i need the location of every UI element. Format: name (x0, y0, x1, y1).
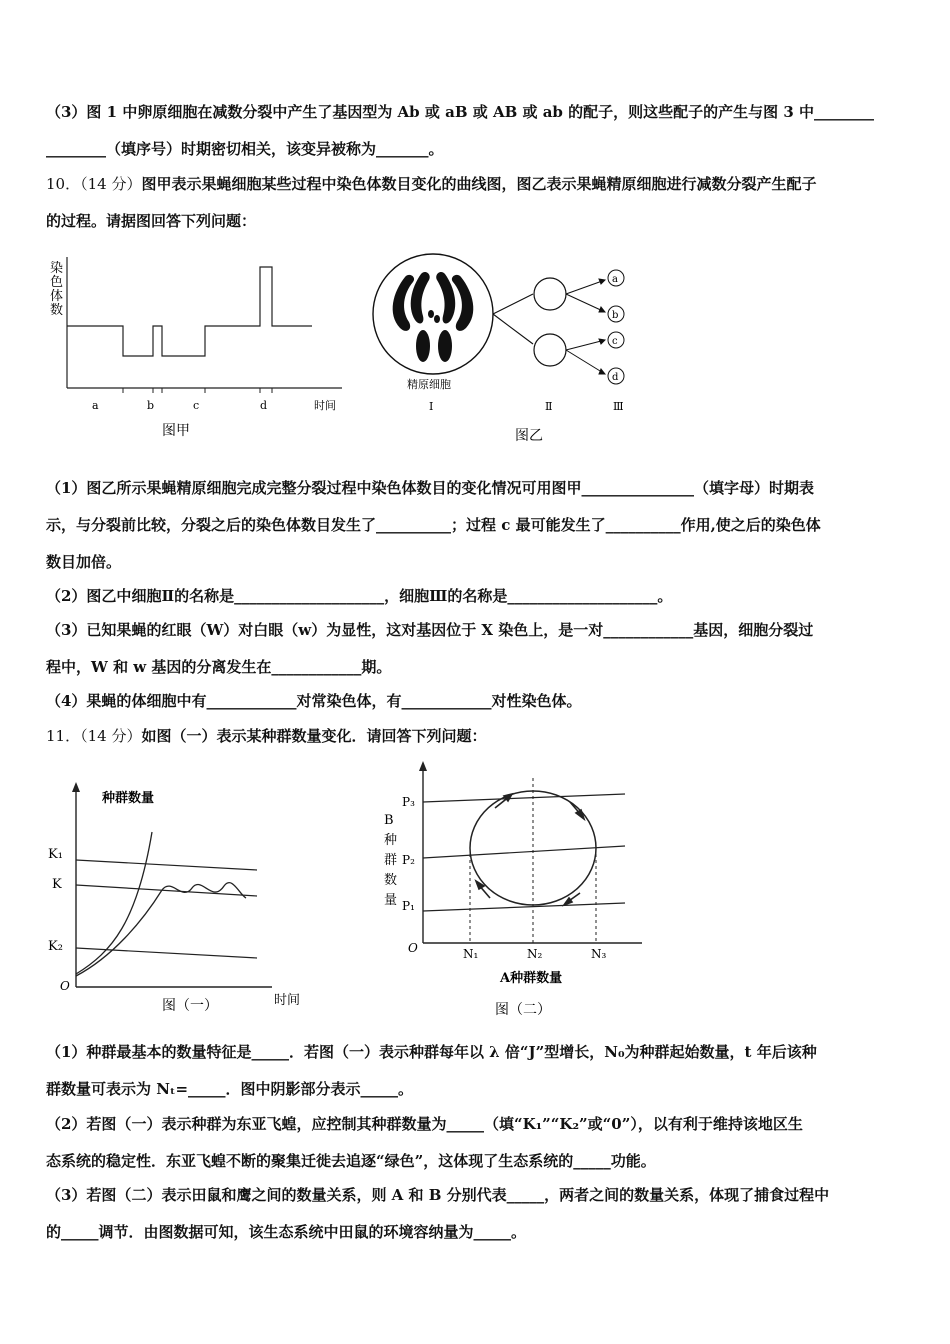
q11-header (46, 726, 906, 746)
yi-cell-II-top (534, 278, 566, 310)
yi-stage-1: Ⅰ (429, 400, 434, 413)
yi-cell-II-bottom (534, 334, 566, 366)
two-ylabel-1: B (384, 813, 394, 828)
q10-number: 10．（14 分） (46, 175, 142, 193)
jia-tick-b: b (147, 399, 155, 412)
q11-2-line2: 态系统的稳定性．东亚飞蝗不断的聚集迁徙去追逐“绿色”，这体现了生态系统的_____功能。 (46, 1152, 656, 1170)
jia-ticks (123, 388, 272, 393)
jia-caption: 图甲 (162, 423, 190, 439)
jia-ylabel-4: 数 (50, 303, 64, 318)
two-xlabel: A种群数量 (500, 971, 563, 986)
yi-gamete-d-label: d (612, 372, 619, 383)
q10-2: （2）图乙中细胞Ⅱ的名称是____________________，细胞Ⅲ的名称是____________________。 (46, 587, 673, 605)
q11-1-line2: 群数量可表示为 Nₜ=_____．图中阴影部分表示_____。 (46, 1080, 414, 1098)
yi-arrow-down (493, 314, 533, 344)
jia-curve (67, 267, 312, 356)
q10-3-line2: 程中，W 和 w 基因的分离发生在____________期。 (46, 658, 392, 676)
two-ylabel-2: 种 (384, 833, 398, 848)
yi-gamete-a-label: a (612, 274, 618, 285)
one-s-curve (76, 883, 246, 976)
q11-stem: 如图（一）表示某种群数量变化．请回答下列问题： (141, 727, 487, 745)
one-k1: K₁ (48, 847, 63, 862)
two-origin: O (408, 941, 418, 955)
one-k2: K₂ (48, 939, 63, 954)
yi-cell-label: 精原细胞 (407, 378, 451, 391)
figure-jia (42, 252, 352, 447)
two-p3: P₃ (402, 795, 415, 809)
jia-tick-d: d (260, 399, 268, 412)
two-ylabel-5: 量 (384, 893, 398, 908)
two-ylabel-3: 群 (384, 853, 398, 868)
one-origin: O (60, 979, 70, 993)
two-n2: N₂ (527, 947, 543, 961)
q10-stem-line1: 图甲表示果蝇细胞某些过程中染色体数目变化的曲线图，图乙表示果蝇精原细胞进行减数分裂产生配子 (141, 175, 817, 193)
yi-caption: 图乙 (515, 428, 543, 444)
q10-header (46, 174, 906, 194)
yi-stage-3: Ⅲ (613, 400, 624, 413)
one-caption: 图（一） (162, 998, 218, 1014)
q11-2-line1: （2）若图（一）表示种群为东亚飞蝗，应控制其种群数量为_____（填“K₁”“K₂”或“0”），以有利于维持该地区生 (46, 1115, 803, 1133)
q10-stem-line2: 的过程。请据图回答下列问题： (46, 212, 257, 230)
q10-1-line2: 示，与分裂前比较，分裂之后的染色体数目发生了__________；过程 c 最可能发生了__________作用,使之后的染色体 (46, 516, 821, 534)
two-y-arrow (419, 761, 427, 771)
two-n3: N₃ (591, 947, 607, 961)
q10-3-line1: （3）已知果蝇的红眼（W）对白眼（w）为显性，这对基因位于 X 染色上，是一对____________基因，细胞分裂过 (46, 621, 814, 639)
q9-3-line2: ________（填序号）时期密切相关，该变异被称为_______。 (46, 140, 444, 158)
q11-3-line1: （3）若图（二）表示田鼠和鹰之间的数量关系，则 A 和 B 分别代表_____，两者之间的数量关系，体现了捕食过程中 (46, 1186, 830, 1204)
q10-4: （4）果蝇的体细胞中有____________对常染色体，有____________对性染色体。 (46, 692, 582, 710)
jia-ylabel-2: 色 (50, 275, 64, 290)
figure-yi (365, 252, 665, 447)
yi-arrows-to-gametes (566, 279, 605, 374)
q10-1-line3: 数目加倍。 (46, 553, 122, 571)
two-caption: 图（二） (495, 1002, 551, 1018)
one-ylabel: 种群数量 (102, 791, 155, 806)
one-j-curve (76, 832, 152, 974)
yi-gamete-c-label: c (612, 336, 618, 347)
yi-arrow-up (493, 294, 533, 314)
two-p1: P₁ (402, 899, 415, 913)
q9-3-line1: （3）图 1 中卵原细胞在减数分裂中产生了基因型为 Ab 或 aB 或 AB 或 ab 的配子，则这些配子的产生与图 3 中________ (46, 103, 875, 121)
q11-3-line2: 的_____调节．由图数据可知，该生态系统中田鼠的环境容纳量为_____。 (46, 1223, 527, 1241)
one-k: K (52, 877, 62, 892)
jia-ylabel-1: 染 (50, 261, 64, 276)
one-line-k1 (76, 860, 257, 870)
yi-stage-2: Ⅱ (545, 400, 553, 413)
jia-ylabel-3: 体 (50, 289, 64, 304)
yi-gamete-b-label: b (612, 310, 619, 321)
two-p2: P₂ (402, 853, 415, 867)
two-ylabel-4: 数 (384, 873, 398, 888)
one-xlabel: 时间 (274, 993, 301, 1008)
figure-one (42, 772, 322, 1022)
two-n1: N₁ (463, 947, 479, 961)
q11-1-line1: （1）种群最基本的数量特征是_____．若图（一）表示种群每年以 λ 倍“J”型增长，N₀为种群起始数量，t 年后该种 (46, 1043, 817, 1061)
figure-two (370, 758, 660, 1023)
jia-xlabel: 时间 (314, 399, 336, 412)
two-line-p3 (423, 794, 625, 802)
q10-1-line1: （1）图乙所示果蝇精原细胞完成完整分裂过程中染色体数目的变化情况可用图甲_______________（填字母）时期表 (46, 479, 814, 497)
one-y-arrow (72, 782, 80, 792)
q11-number: 11．（14 分） (46, 727, 142, 745)
jia-tick-c: c (193, 399, 200, 412)
jia-tick-a: a (92, 399, 99, 412)
